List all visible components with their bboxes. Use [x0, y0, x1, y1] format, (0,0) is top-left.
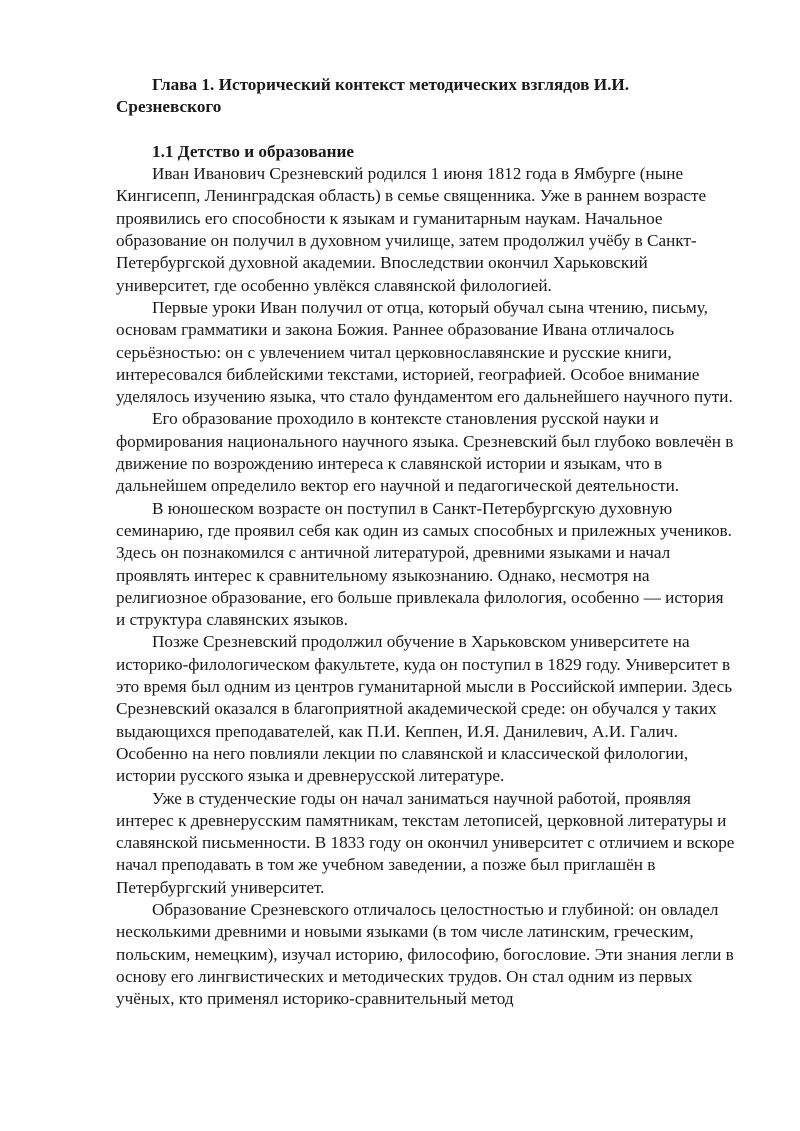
paragraph-7: Образование Срезневского отличалось целостностью и глубиной: он овладел несколькими древними и новыми языками (в том числе латинским, греческим, польским, немецким), изучал историю, философию, богословие. Эти знания легли в основу его лингвистических и методических трудов. Он стал одним из первых учёных, кто применял историко-сравнительный метод — [116, 899, 734, 1009]
paragraph-1: Иван Иванович Срезневский родился 1 июня 1812 года в Ямбурге (ныне Кингисепп, Ленинградская область) в семье священника. Уже в раннем возрасте проявились его способности к языкам и гуманитарным наукам. Начальное образование он получил в духовном училище, затем продолжил учёбу в Санкт-Петербургской духовной академии. Впоследствии окончил Харьковский университет, где особенно увлёкся славянской филологией. — [116, 164, 707, 295]
paragraph-6: Уже в студенческие годы он начал заниматься научной работой, проявляя интерес к древнерусским памятникам, текстам летописей, церковной литературы и славянской письменности. В 1833 году он окончил университет с отличием и вскоре начал преподавать в том же учебном заведении, а позже был приглашён в Петербургский университет. — [116, 788, 735, 897]
paragraph-2: Первые уроки Иван получил от отца, который обучал сына чтению, письму, основам грамматики и закона Божия. Раннее образование Ивана отличалось серьёзностью: он с увлечением читал церковнославянские и русские книги, интересовался библейскими текстами, историей, географией. Особое внимание уделялось изучению языка, что стало фундаментом его дальнейшего научного пути. — [116, 297, 733, 407]
title-spacer — [116, 119, 736, 141]
paragraph-3: Его образование проходило в контексте становления русской науки и формирования национального научного языка. Срезневский был глубоко вовлечён в движение по возрождению интереса к славянской истории и языкам, что в дальнейшем определило вектор его научной и педагогической деятельности. — [116, 409, 734, 496]
chapter-title: Глава 1. Исторический контекст методических взглядов И.И. Срезневского — [116, 75, 630, 117]
paragraph-4: В юношеском возрасте он поступил в Санкт-Петербургскую духовную семинарию, где проявил себя как один из самых способных и прилежных учеников. Здесь он познакомился с античной литературой, древними языками и начал проявлять интерес к сравнительному языкознанию. Однако, несмотря на религиозное образование, его больше привлекала филология, особенно — история и структура славянских языков. — [116, 498, 732, 630]
document-page — [116, 74, 736, 1010]
paragraph-5: Позже Срезневский продолжил обучение в Харьковском университете на историко-филологическом факультете, куда он поступил в 1829 году. Университет в это время был одним из центров гуманитарной мысли в Российской империи. Здесь Срезневский оказался в благоприятной академической среде: он обучался у таких выдающихся преподавателей, как П.И. Кеппен, И.Я. Данилевич, А.И. Галич. Особенно на него повлияли лекции по славянской и классической филологии, истории русского языка и древнерусской литературе. — [116, 632, 733, 786]
section-title: 1.1 Детство и образование — [152, 141, 355, 161]
